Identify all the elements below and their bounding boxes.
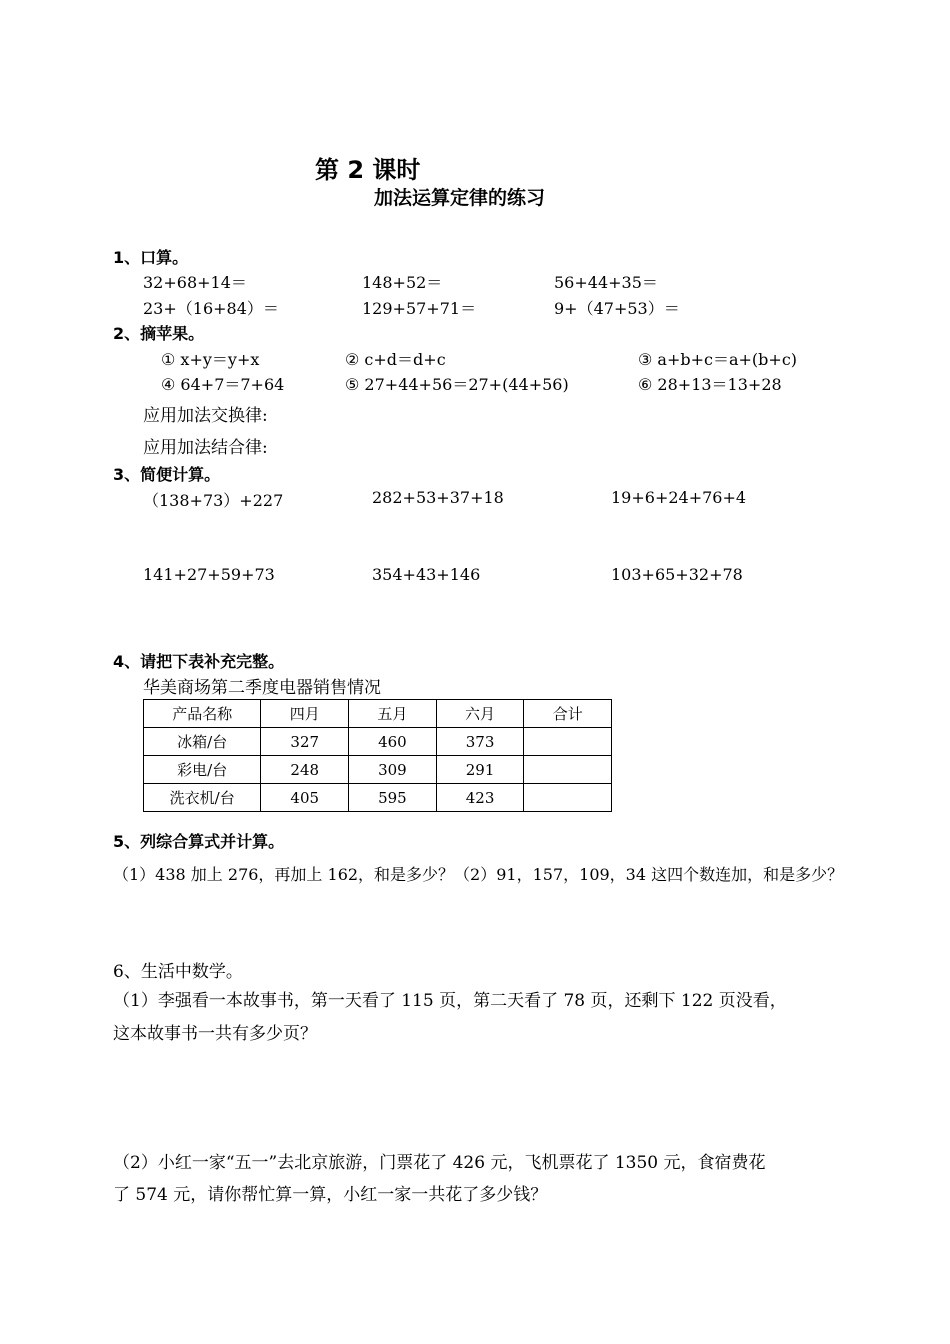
simple-calc-1: （138+73）+227 xyxy=(143,491,284,510)
table-cell: 洗衣机/台 xyxy=(144,784,261,812)
section-3-heading: 3、简便计算。 xyxy=(113,465,221,484)
table-total-cell[interactable] xyxy=(524,728,612,756)
table-cell: 405 xyxy=(261,784,349,812)
section-4-heading: 4、请把下表补充完整。 xyxy=(113,652,285,671)
apple-equation-2: ② c+d＝d+c xyxy=(345,350,446,369)
simple-calc-3: 19+6+24+76+4 xyxy=(611,488,747,507)
associative-law-label: 应用加法结合律: xyxy=(143,438,268,458)
apple-equation-5: ⑤ 27+44+56＝27+(44+56) xyxy=(345,375,569,394)
section-1-heading: 1、口算。 xyxy=(113,248,189,267)
table-cell: 309 xyxy=(349,756,437,784)
table-total-cell[interactable] xyxy=(524,784,612,812)
table-cell: 248 xyxy=(261,756,349,784)
table-total-cell[interactable] xyxy=(524,756,612,784)
simple-calc-2: 282+53+37+18 xyxy=(372,488,504,507)
simple-calc-6: 103+65+32+78 xyxy=(611,565,743,584)
sales-table xyxy=(143,699,612,812)
table-header-cell: 四月 xyxy=(261,700,349,728)
section-6-heading: 6、生活中数学。 xyxy=(113,962,243,982)
oral-calc-4: 23+（16+84）＝ xyxy=(143,299,279,318)
simple-calc-4: 141+27+59+73 xyxy=(143,565,275,584)
table-header-cell: 产品名称 xyxy=(144,700,261,728)
table-header-row xyxy=(144,700,612,728)
commutative-law-label: 应用加法交换律: xyxy=(143,406,268,426)
table-cell: 291 xyxy=(436,756,524,784)
table-cell: 冰箱/台 xyxy=(144,728,261,756)
simple-calc-5: 354+43+146 xyxy=(372,565,481,584)
apple-equation-3: ③ a+b+c＝a+(b+c) xyxy=(638,350,798,369)
oral-calc-6: 9+（47+53）＝ xyxy=(554,299,680,318)
oral-calc-2: 148+52＝ xyxy=(362,273,443,292)
apple-equation-6: ⑥ 28+13＝13+28 xyxy=(638,375,782,394)
apple-equation-4: ④ 64+7＝7+64 xyxy=(161,375,285,394)
oral-calc-3: 56+44+35＝ xyxy=(554,273,658,292)
table-cell: 彩电/台 xyxy=(144,756,261,784)
table-cell: 373 xyxy=(436,728,524,756)
table-caption: 华美商场第二季度电器销售情况 xyxy=(143,678,381,698)
table-cell: 595 xyxy=(349,784,437,812)
question-6-2-line-2: 了 574 元，请你帮忙算一算，小红一家一共花了多少钱？ xyxy=(113,1185,548,1205)
table-row xyxy=(144,784,612,812)
table-cell: 460 xyxy=(349,728,437,756)
section-5-heading: 5、列综合算式并计算。 xyxy=(113,832,285,851)
oral-calc-5: 129+57+71＝ xyxy=(362,299,477,318)
table-header-cell: 合计 xyxy=(524,700,612,728)
table-row xyxy=(144,756,612,784)
page-subtitle: 加法运算定律的练习 xyxy=(374,187,546,209)
table-header-cell: 五月 xyxy=(349,700,437,728)
table-header-cell: 六月 xyxy=(436,700,524,728)
apple-equation-1: ① x+y＝y+x xyxy=(161,350,260,369)
section-2-heading: 2、摘苹果。 xyxy=(113,324,205,343)
oral-calc-1: 32+68+14＝ xyxy=(143,273,247,292)
table-cell: 423 xyxy=(436,784,524,812)
question-6-1-line-1: （1）李强看一本故事书，第一天看了 115 页，第二天看了 78 页，还剩下 122 页没看， xyxy=(113,991,787,1011)
question-6-1-line-2: 这本故事书一共有多少页？ xyxy=(113,1024,317,1044)
table-row xyxy=(144,728,612,756)
question-6-2-line-1: （2）小红一家“五一”去北京旅游，门票花了 426 元，飞机票花了 1350 元，食宿费花 xyxy=(113,1153,766,1173)
table-cell: 327 xyxy=(261,728,349,756)
page-title: 第 2 课时 xyxy=(315,156,421,184)
section-5-questions: （1）438 加上 276，再加上 162，和是多少？（2）91，157，109，34 这四个数连加，和是多少？ xyxy=(113,865,844,884)
